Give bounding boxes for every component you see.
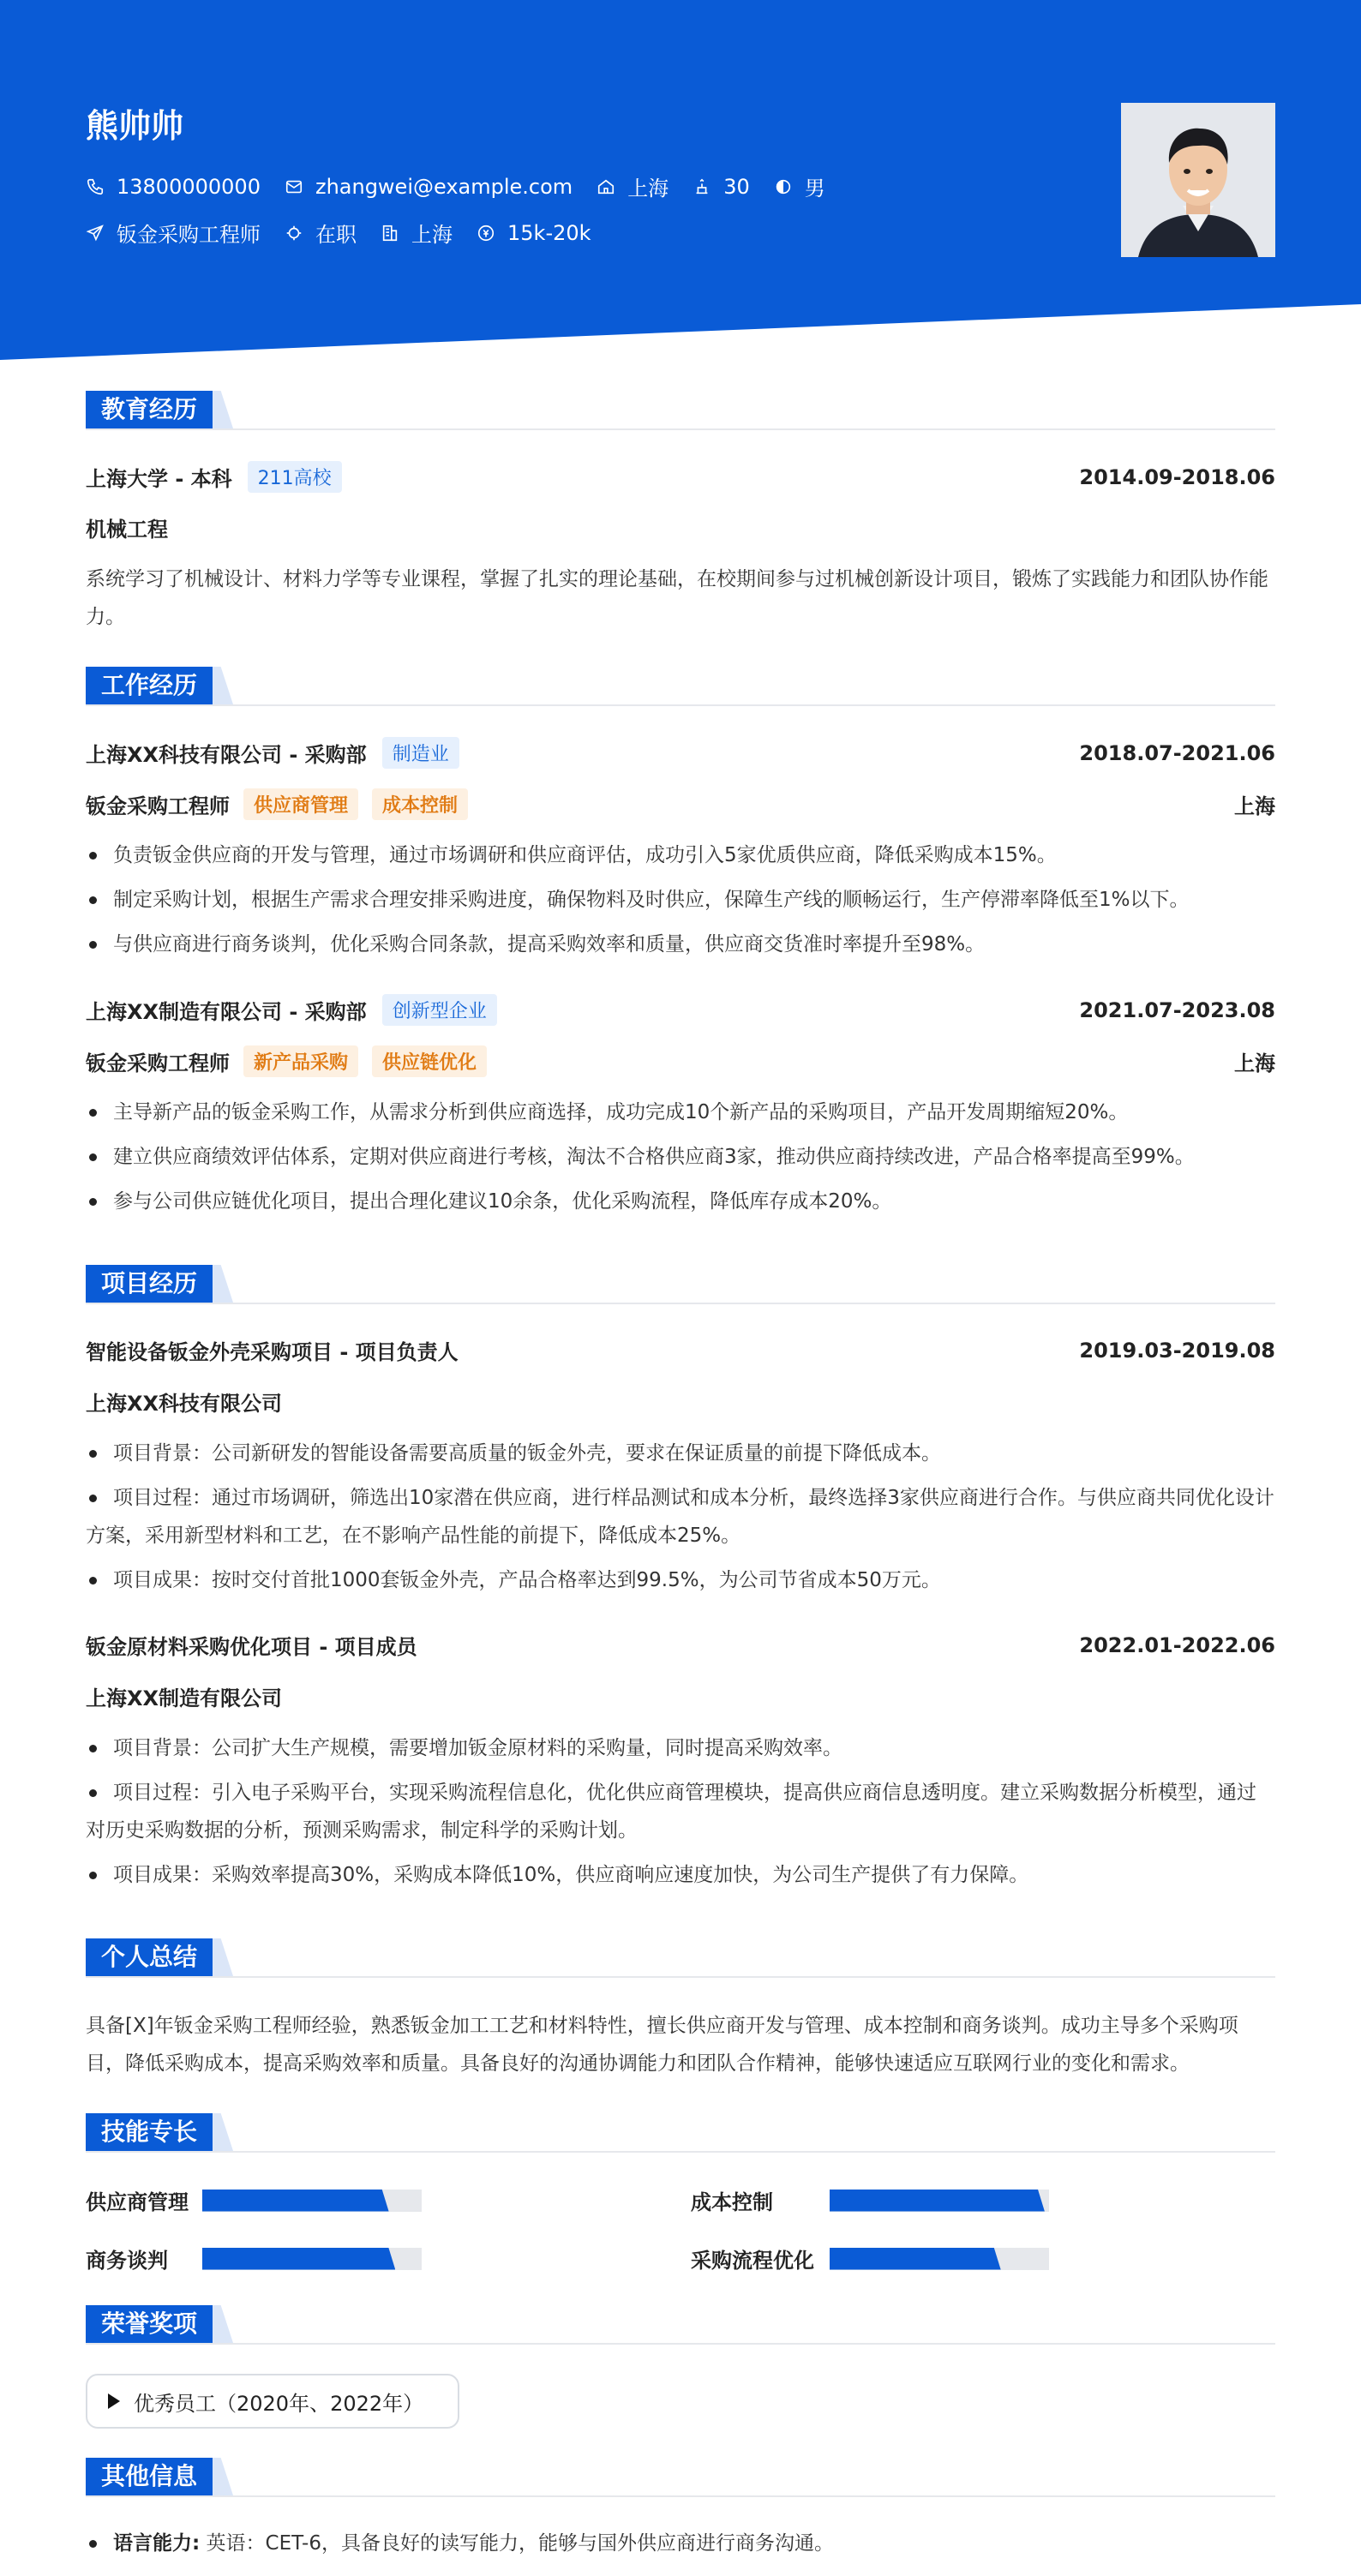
job-city: 上海 bbox=[1234, 1051, 1275, 1075]
major-name: 机械工程 bbox=[86, 518, 168, 542]
skill-item bbox=[691, 2185, 1049, 2215]
salary-icon bbox=[477, 224, 495, 243]
skill-tag: 新产品采购 bbox=[243, 1045, 358, 1077]
skill-tag: 供应链优化 bbox=[372, 1045, 487, 1077]
skill-item bbox=[86, 2244, 422, 2273]
skill-bar bbox=[830, 2248, 1049, 2270]
gender-icon bbox=[774, 177, 793, 196]
phone-text: 13800000000 bbox=[117, 174, 261, 199]
award-item[interactable] bbox=[86, 2374, 459, 2429]
skill-bar-fill bbox=[202, 2248, 395, 2270]
list-item: 主导新产品的钣金采购工作，从需求分析到供应商选择，成功完成10个新产品的采购项目，产品开发周期缩短20%。 bbox=[86, 1093, 1275, 1131]
company-name: 上海XX制造有限公司 - 采购部 bbox=[86, 1000, 367, 1024]
gender-text: 男 bbox=[804, 177, 825, 201]
section-divider bbox=[86, 2495, 1275, 2497]
section-divider bbox=[86, 1303, 1275, 1304]
section-tail-decoration bbox=[213, 1265, 233, 1303]
section-other bbox=[86, 2458, 233, 2495]
age-item bbox=[692, 175, 750, 199]
email-text: zhangwei@example.com bbox=[315, 174, 573, 199]
list-item: 与供应商进行商务谈判，优化采购合同条款，提高采购效率和质量，供应商交货准时率提升至98%。 bbox=[86, 926, 1275, 963]
skill-name: 成本控制 bbox=[691, 2190, 773, 2214]
send-icon bbox=[86, 224, 105, 243]
status-icon bbox=[285, 224, 303, 243]
section-awards bbox=[86, 2305, 233, 2343]
skill-bar-fill bbox=[830, 2248, 1001, 2270]
list-item: 项目成果：按时交付首批1000套钣金外壳，产品合格率达到99.5%，为公司节省成本50万元。 bbox=[86, 1561, 1275, 1599]
section-divider bbox=[86, 2343, 1275, 2345]
section-divider bbox=[86, 1976, 1275, 1978]
email-item bbox=[285, 175, 573, 199]
project-company: 上海XX科技有限公司 bbox=[86, 1392, 283, 1416]
skill-tag: 供应商管理 bbox=[243, 788, 358, 820]
section-skills bbox=[86, 2113, 233, 2151]
list-item: 项目背景：公司新研发的智能设备需要高质量的钣金外壳，要求在保证质量的前提下降低成本。 bbox=[86, 1435, 1275, 1472]
city-text: 上海 bbox=[411, 223, 453, 247]
job-role: 钣金采购工程师 bbox=[86, 1051, 230, 1075]
project-header bbox=[86, 1335, 1275, 1365]
job-role: 钣金采购工程师 bbox=[86, 794, 230, 818]
award-text: 优秀员工（2020年、2022年） bbox=[134, 2391, 424, 2416]
skill-bar-fill bbox=[830, 2190, 1045, 2212]
skill-bar bbox=[202, 2190, 422, 2212]
section-awards-title: 荣誉奖项 bbox=[86, 2305, 213, 2343]
summary-text: 具备[X]年钣金采购工程师经验，熟悉钣金加工工艺和材料特性，擅长供应商开发与管理、成本控制和商务谈判。成功主导多个采购项目，降低采购成本，提高采购效率和质量。具备良好的沟通协调能力和团队合作精神，能够快速适应互联网行业的变化和需求。 bbox=[86, 2015, 1238, 2075]
section-tail-decoration bbox=[213, 667, 233, 704]
list-item: 负责钣金供应商的开发与管理，通过市场调研和供应商评估，成功引入5家优质供应商，降低采购成本15%。 bbox=[86, 836, 1275, 874]
expand-triangle-icon bbox=[108, 2393, 120, 2409]
list-item: 项目背景：公司扩大生产规模，需要增加钣金原材料的采购量，同时提高采购效率。 bbox=[86, 1729, 1275, 1767]
status-text: 在职 bbox=[315, 223, 357, 247]
status-item bbox=[285, 218, 357, 248]
project-company-row bbox=[86, 1387, 1275, 1417]
list-item: 项目过程：通过市场调研，筛选出10家潜在供应商，进行样品测试和成本分析，最终选择3家供应商进行合作。与供应商共同优化设计方案，采用新型材料和工艺，在不影响产品性能的前提下，降低成本25%。 bbox=[86, 1479, 1275, 1555]
company-tag: 制造业 bbox=[382, 737, 459, 769]
salary-item bbox=[477, 221, 591, 245]
skill-bar bbox=[830, 2190, 1049, 2212]
section-summary bbox=[86, 1938, 233, 1976]
other-label: 语言能力: bbox=[113, 2532, 201, 2555]
list-item: 参与公司供应链优化项目，提出合理化建议10余条，优化采购流程，降低库存成本20%。 bbox=[86, 1183, 1275, 1220]
education-description: 系统学习了机械设计、材料力学等专业课程，掌握了扎实的理论基础，在校期间参与过机械创新设计项目，锻炼了实践能力和团队协作能力。 bbox=[86, 568, 1268, 628]
skill-bar bbox=[202, 2248, 422, 2270]
candidate-name: 熊帅帅 bbox=[86, 107, 184, 145]
skill-name: 采购流程优化 bbox=[691, 2249, 814, 2273]
avatar bbox=[1121, 103, 1275, 257]
school-tag: 211高校 bbox=[248, 461, 342, 493]
gender-item bbox=[774, 171, 825, 201]
age-text: 30 bbox=[723, 174, 750, 199]
mail-icon bbox=[285, 177, 303, 196]
skill-name: 供应商管理 bbox=[86, 2190, 189, 2214]
section-education bbox=[86, 391, 233, 428]
home-icon bbox=[597, 177, 615, 196]
job-role-row bbox=[86, 1045, 1275, 1077]
project-company: 上海XX制造有限公司 bbox=[86, 1686, 283, 1710]
project-company-row bbox=[86, 1681, 1275, 1711]
position-item bbox=[86, 218, 261, 248]
company-tag: 创新型企业 bbox=[382, 994, 497, 1026]
education-header bbox=[86, 461, 1275, 493]
age-icon bbox=[692, 177, 711, 196]
job-date: 2018.07-2021.06 bbox=[1079, 740, 1275, 765]
section-tail-decoration bbox=[213, 391, 233, 428]
job-city: 上海 bbox=[1234, 794, 1275, 818]
section-tail-decoration bbox=[213, 1938, 233, 1976]
section-tail-decoration bbox=[213, 2305, 233, 2343]
other-text: 英语：CET-6，具备良好的读写能力，能够与国外供应商进行商务沟通。 bbox=[206, 2532, 834, 2555]
project-title: 智能设备钣金外壳采购项目 - 项目负责人 bbox=[86, 1340, 459, 1364]
skill-item bbox=[691, 2244, 1049, 2273]
project-date: 2019.03-2019.08 bbox=[1079, 1338, 1275, 1363]
location-item bbox=[597, 171, 669, 201]
salary-text: 15k-20k bbox=[507, 220, 591, 245]
job-date: 2021.07-2023.08 bbox=[1079, 997, 1275, 1022]
section-tail-decoration bbox=[213, 2458, 233, 2495]
section-skills-title: 技能专长 bbox=[86, 2113, 213, 2151]
job-header bbox=[86, 994, 1275, 1026]
position-text: 钣金采购工程师 bbox=[117, 223, 261, 247]
job-row bbox=[86, 218, 615, 248]
skill-item bbox=[86, 2185, 422, 2215]
skill-tag: 成本控制 bbox=[372, 788, 468, 820]
list-item: 项目成果：采购效率提高30%，采购成本降低10%，供应商响应速度加快，为公司生产提供了有力保障。 bbox=[86, 1856, 1275, 1894]
section-other-title: 其他信息 bbox=[86, 2458, 213, 2495]
school-name: 上海大学 - 本科 bbox=[86, 467, 232, 491]
job-role-row bbox=[86, 788, 1275, 820]
section-divider bbox=[86, 2151, 1275, 2153]
project-header bbox=[86, 1630, 1275, 1660]
section-work bbox=[86, 667, 233, 704]
contact-row bbox=[86, 171, 849, 201]
city-item bbox=[381, 218, 453, 248]
phone-icon bbox=[86, 177, 105, 196]
section-education-title: 教育经历 bbox=[86, 391, 213, 428]
section-work-title: 工作经历 bbox=[86, 667, 213, 704]
skill-name: 商务谈判 bbox=[86, 2249, 168, 2273]
company-name: 上海XX科技有限公司 - 采购部 bbox=[86, 743, 367, 767]
list-item: 建立供应商绩效评估体系，定期对供应商进行考核，淘汰不合格供应商3家，推动供应商持续改进，产品合格率提高至99%。 bbox=[86, 1138, 1275, 1176]
list-item: 项目过程：引入电子采购平台，实现采购流程信息化，优化供应商管理模块，提高供应商信息透明度。建立采购数据分析模型，通过对历史采购数据的分析，预测采购需求，制定科学的采购计划。 bbox=[86, 1774, 1275, 1849]
building-icon bbox=[381, 224, 399, 243]
section-divider bbox=[86, 704, 1275, 706]
education-date: 2014.09-2018.06 bbox=[1079, 464, 1275, 489]
project-date: 2022.01-2022.06 bbox=[1079, 1632, 1275, 1657]
skill-bar-fill bbox=[202, 2190, 389, 2212]
section-tail-decoration bbox=[213, 2113, 233, 2151]
job-header bbox=[86, 737, 1275, 769]
section-project bbox=[86, 1265, 233, 1303]
education-major-row bbox=[86, 512, 1275, 542]
phone-item bbox=[86, 175, 261, 199]
list-item bbox=[86, 2525, 1275, 2562]
section-divider bbox=[86, 428, 1275, 430]
list-item: 制定采购计划，根据生产需求合理安排采购进度，确保物料及时供应，保障生产线的顺畅运行，生产停滞率降低至1%以下。 bbox=[86, 881, 1275, 919]
project-title: 钣金原材料采购优化项目 - 项目成员 bbox=[86, 1635, 417, 1659]
location-text: 上海 bbox=[627, 177, 669, 201]
section-project-title: 项目经历 bbox=[86, 1265, 213, 1303]
section-summary-title: 个人总结 bbox=[86, 1938, 213, 1976]
